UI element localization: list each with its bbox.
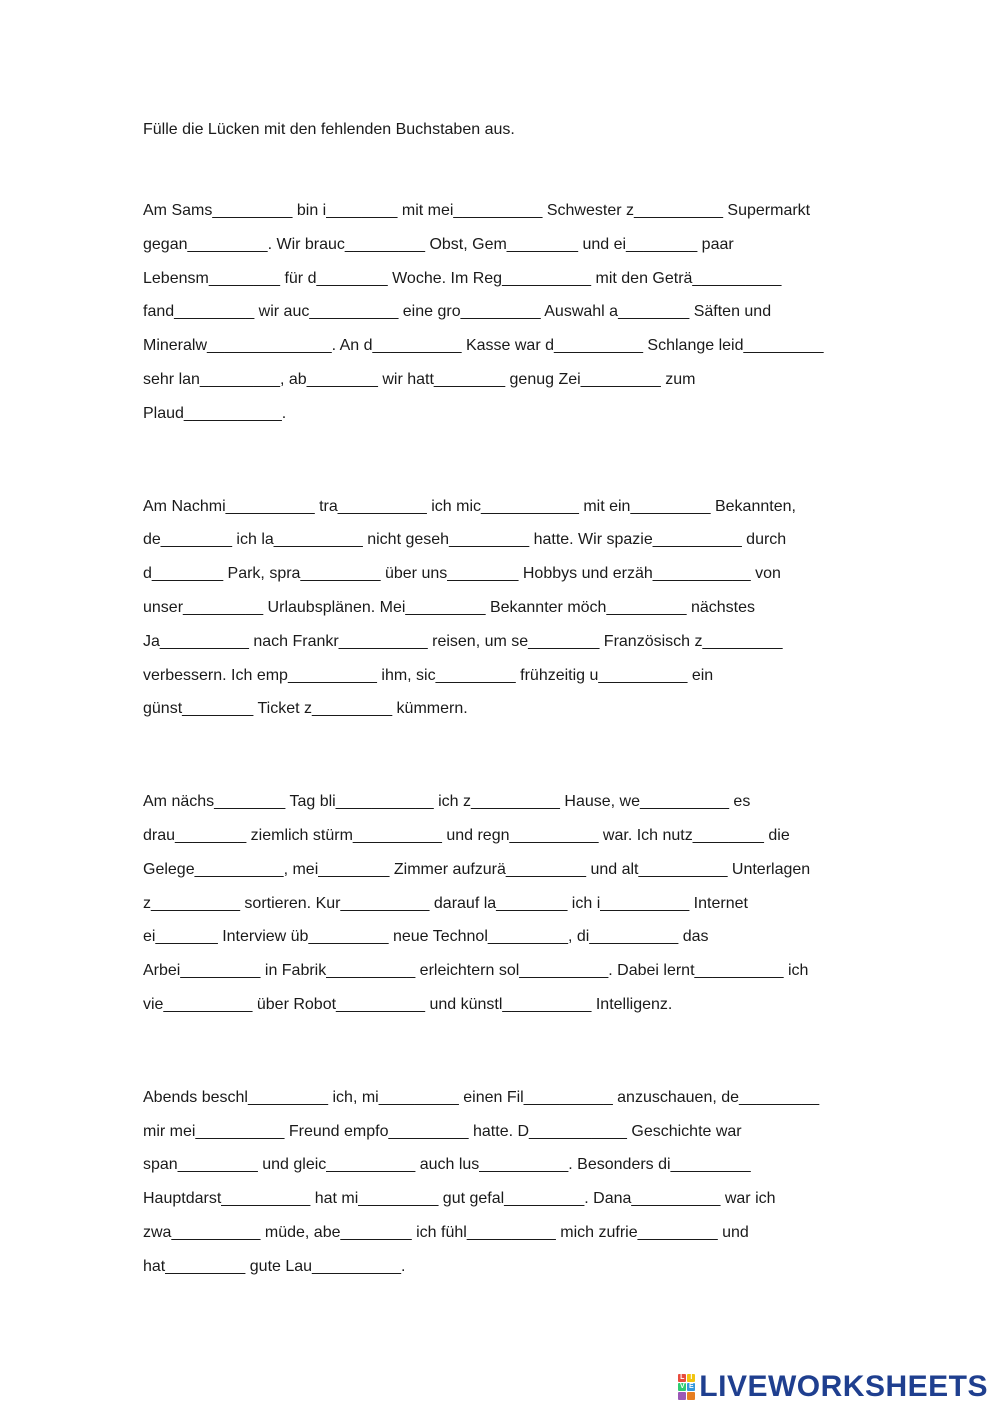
paragraph-4 — [143, 1081, 883, 1284]
text-line: Am Nachmi__________ tra__________ ich mic___________ mit ein_________ Bekannten, — [143, 497, 796, 515]
text-line: hat_________ gute Lau__________. — [143, 1257, 406, 1275]
logo-square: I — [687, 1374, 695, 1382]
text-line: ei_______ Interview üb_________ neue Technol_________, di__________ das — [143, 928, 709, 946]
text-line: günst________ Ticket z_________ kümmern. — [143, 700, 468, 718]
paragraph-3 — [143, 785, 883, 1022]
text-line: Am Sams_________ bin i________ mit mei__________ Schwester z__________ Supermarkt — [143, 202, 811, 219]
text-line: span_________ und gleic__________ auch lus__________. Besonders di_________ — [143, 1156, 751, 1174]
text-line: zwa__________ müde, abe________ ich fühl__________ mich zufrie_________ und — [143, 1223, 749, 1241]
logo-square — [678, 1392, 686, 1400]
liveworksheets-logo — [678, 1370, 988, 1404]
instruction-text: Fülle die Lücken mit den fehlenden Buchstaben aus. — [143, 121, 515, 138]
text-line: sehr lan_________, ab________ wir hatt________ genug Zei_________ zum — [143, 370, 696, 388]
text-line: Lebensm________ für d________ Woche. Im Reg__________ mit den Geträ__________ — [143, 269, 782, 287]
paragraph-2 — [143, 490, 883, 727]
worksheet — [143, 118, 883, 1284]
text-line: Gelege__________, mei________ Zimmer aufzurä_________ und alt__________ Unterlagen — [143, 860, 811, 878]
text-line: Ja__________ nach Frankr__________ reisen, um se________ Französisch z_________ — [143, 632, 783, 650]
text-line: Arbei_________ in Fabrik__________ erleichtern sol__________. Dabei lernt__________ ich — [143, 962, 809, 980]
text-line: z__________ sortieren. Kur__________ darauf la________ ich i__________ Internet — [143, 894, 748, 912]
logo-square: L — [680, 1374, 685, 1381]
text-line: Plaud___________. — [143, 404, 287, 422]
text-line: Am nächs________ Tag bli___________ ich z__________ Hause, we__________ es — [143, 793, 751, 811]
text-line: vie__________ über Robot__________ und künstl__________ Intelligenz. — [143, 995, 673, 1013]
exercise-text — [143, 194, 883, 1284]
text-line: drau________ ziemlich stürm__________ und regn__________ war. Ich nutz________ die — [143, 826, 790, 844]
text-line: verbessern. Ich emp__________ ihm, sic_________ frühzeitig u__________ ein — [143, 666, 714, 684]
paragraph-1 — [143, 194, 883, 431]
text-line: Hauptdarst__________ hat mi_________ gut gefal_________. Dana__________ war ich — [143, 1190, 776, 1208]
logo-square: E — [688, 1383, 694, 1390]
text-line: de________ ich la__________ nicht geseh_________ hatte. Wir spazie__________ durch — [143, 531, 787, 549]
text-line: unser_________ Urlaubsplänen. Mei_________ Bekannter möch_________ nächstes — [143, 598, 756, 616]
text-line: d________ Park, spra_________ über uns________ Hobbys und erzäh___________ von — [143, 565, 781, 583]
text-line: fand_________ wir auc__________ eine gro_________ Auswahl a________ Säften und — [143, 303, 772, 321]
logo-mark-icon — [678, 1374, 695, 1400]
text-line: mir mei__________ Freund empfo_________ hatte. D___________ Geschichte war — [143, 1122, 742, 1140]
text-line: Mineralw______________. An d__________ Kasse war d__________ Schlange leid_________ — [143, 337, 824, 355]
logo-text: LIVEWORKSHEETS — [699, 1370, 988, 1403]
text-line: Abends beschl_________ ich, mi_________ einen Fil__________ anzuschauen, de_________ — [143, 1088, 820, 1106]
text-line: gegan_________. Wir brauc_________ Obst, Gem________ und ei________ paar — [143, 235, 734, 253]
logo-square — [687, 1392, 695, 1400]
logo-square: V — [679, 1383, 685, 1390]
